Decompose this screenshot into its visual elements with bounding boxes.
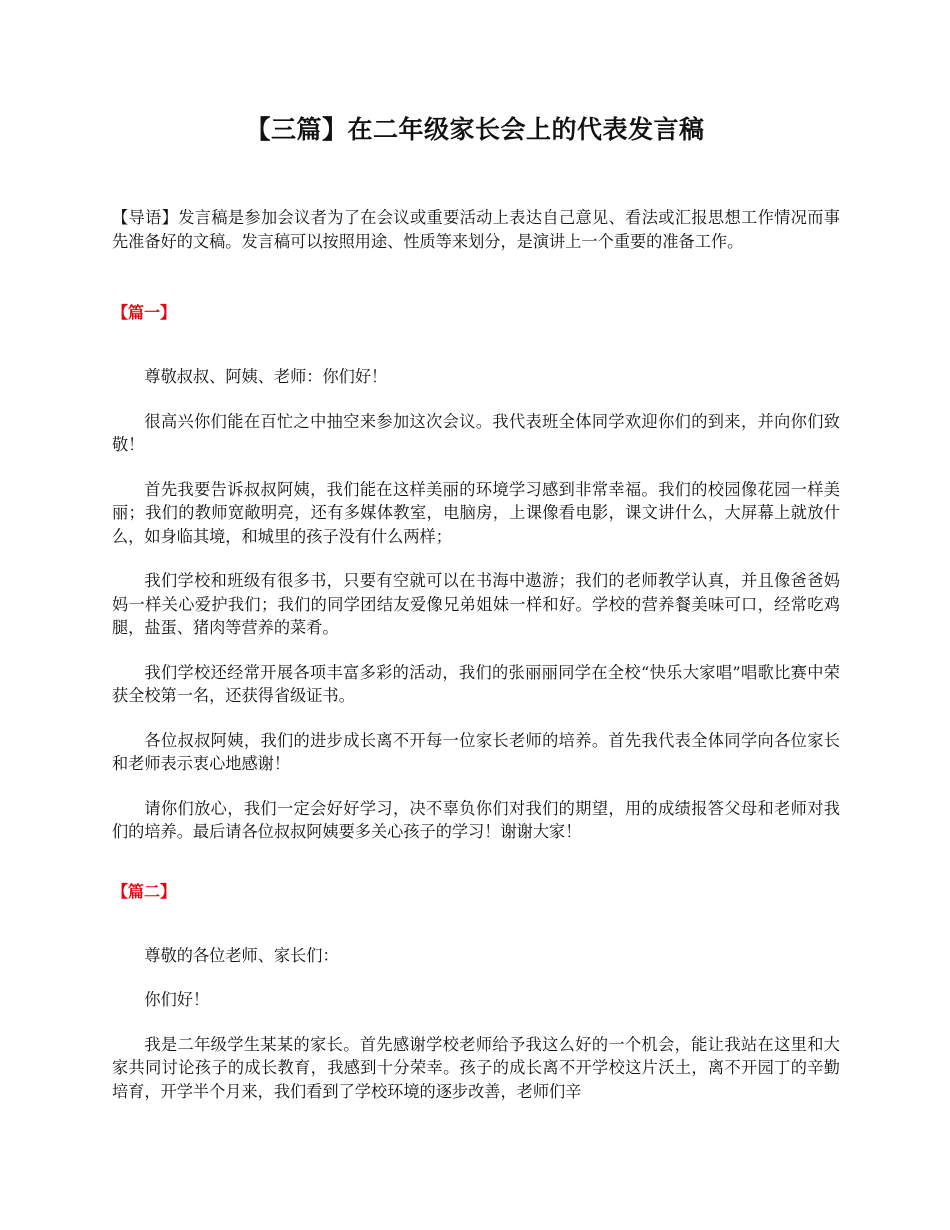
- section-heading-1: 【篇一】: [112, 303, 177, 322]
- section2-paragraph: 尊敬的各位老师、家长们：: [144, 945, 339, 965]
- document-title: 【三篇】在二年级家长会上的代表发言稿: [245, 115, 705, 144]
- section1-paragraph: 我们学校和班级有很多书，只要有空就可以在书海中遨游；我们的老师教学认真，并且像爸爸妈妈一样关心爱护我们；我们的同学团结友爱像兄弟姐妹一样和好。学校的营养餐美味可口，经常吃鸡腿，盐蛋、猪肉等营养的菜肴。: [112, 571, 840, 637]
- section1-paragraph: 请你们放心，我们一定会好好学习，决不辜负你们对我们的期望，用的成绩报答父母和老师对我们的培养。最后请各位叔叔阿姨要多关心孩子的学习！谢谢大家！: [112, 798, 840, 841]
- section1-paragraph: 尊敬叔叔、阿姨、老师：你们好！: [144, 367, 388, 386]
- section2-paragraph: 我是二年级学生某某的家长。首先感谢学校老师给予我这么好的一个机会，能让我站在这里和大家共同讨论孩子的成长教育，我感到十分荣幸。孩子的成长离不开学校这片沃土，离不开园丁的辛勤培育，开学半个月来，我们看到了学校环境的逐步改善，老师们辛: [112, 1034, 840, 1101]
- section1-paragraph: 很高兴你们能在百忙之中抽空来参加这次会议。我代表班全体同学欢迎你们的到来，并向你们致敬！: [112, 411, 840, 454]
- section1-paragraph: 各位叔叔阿姨，我们的进步成长离不开每一位家长老师的培养。首先我代表全体同学向各位家长和老师表示衷心地感谢！: [112, 730, 840, 773]
- section1-paragraph: 首先我要告诉叔叔阿姨，我们能在这样美丽的环境学习感到非常幸福。我们的校园像花园一样美丽；我们的教师宽敞明亮，还有多媒体教室，电脑房，上课像看电影，课文讲什么，大屏幕上就放什么，如身临其境，和城里的孩子没有什么两样；: [112, 479, 840, 546]
- section1-paragraph: 我们学校还经常开展各项丰富多彩的活动，我们的张丽丽同学在全校“快乐大家唱”唱歌比赛中荣获全校第一名，还获得省级证书。: [112, 662, 840, 705]
- document-body: [112, 206, 840, 1124]
- section2-paragraph: 你们好！: [144, 990, 210, 1009]
- intro-paragraph: 【导语】发言稿是参加会议者为了在会议或重要活动上表达自己意见、看法或汇报思想工作情况而事先准备好的文稿。发言稿可以按照用途、性质等来划分，是演讲上一个重要的准备工作。: [112, 208, 840, 251]
- section-heading-2: 【篇二】: [112, 881, 177, 901]
